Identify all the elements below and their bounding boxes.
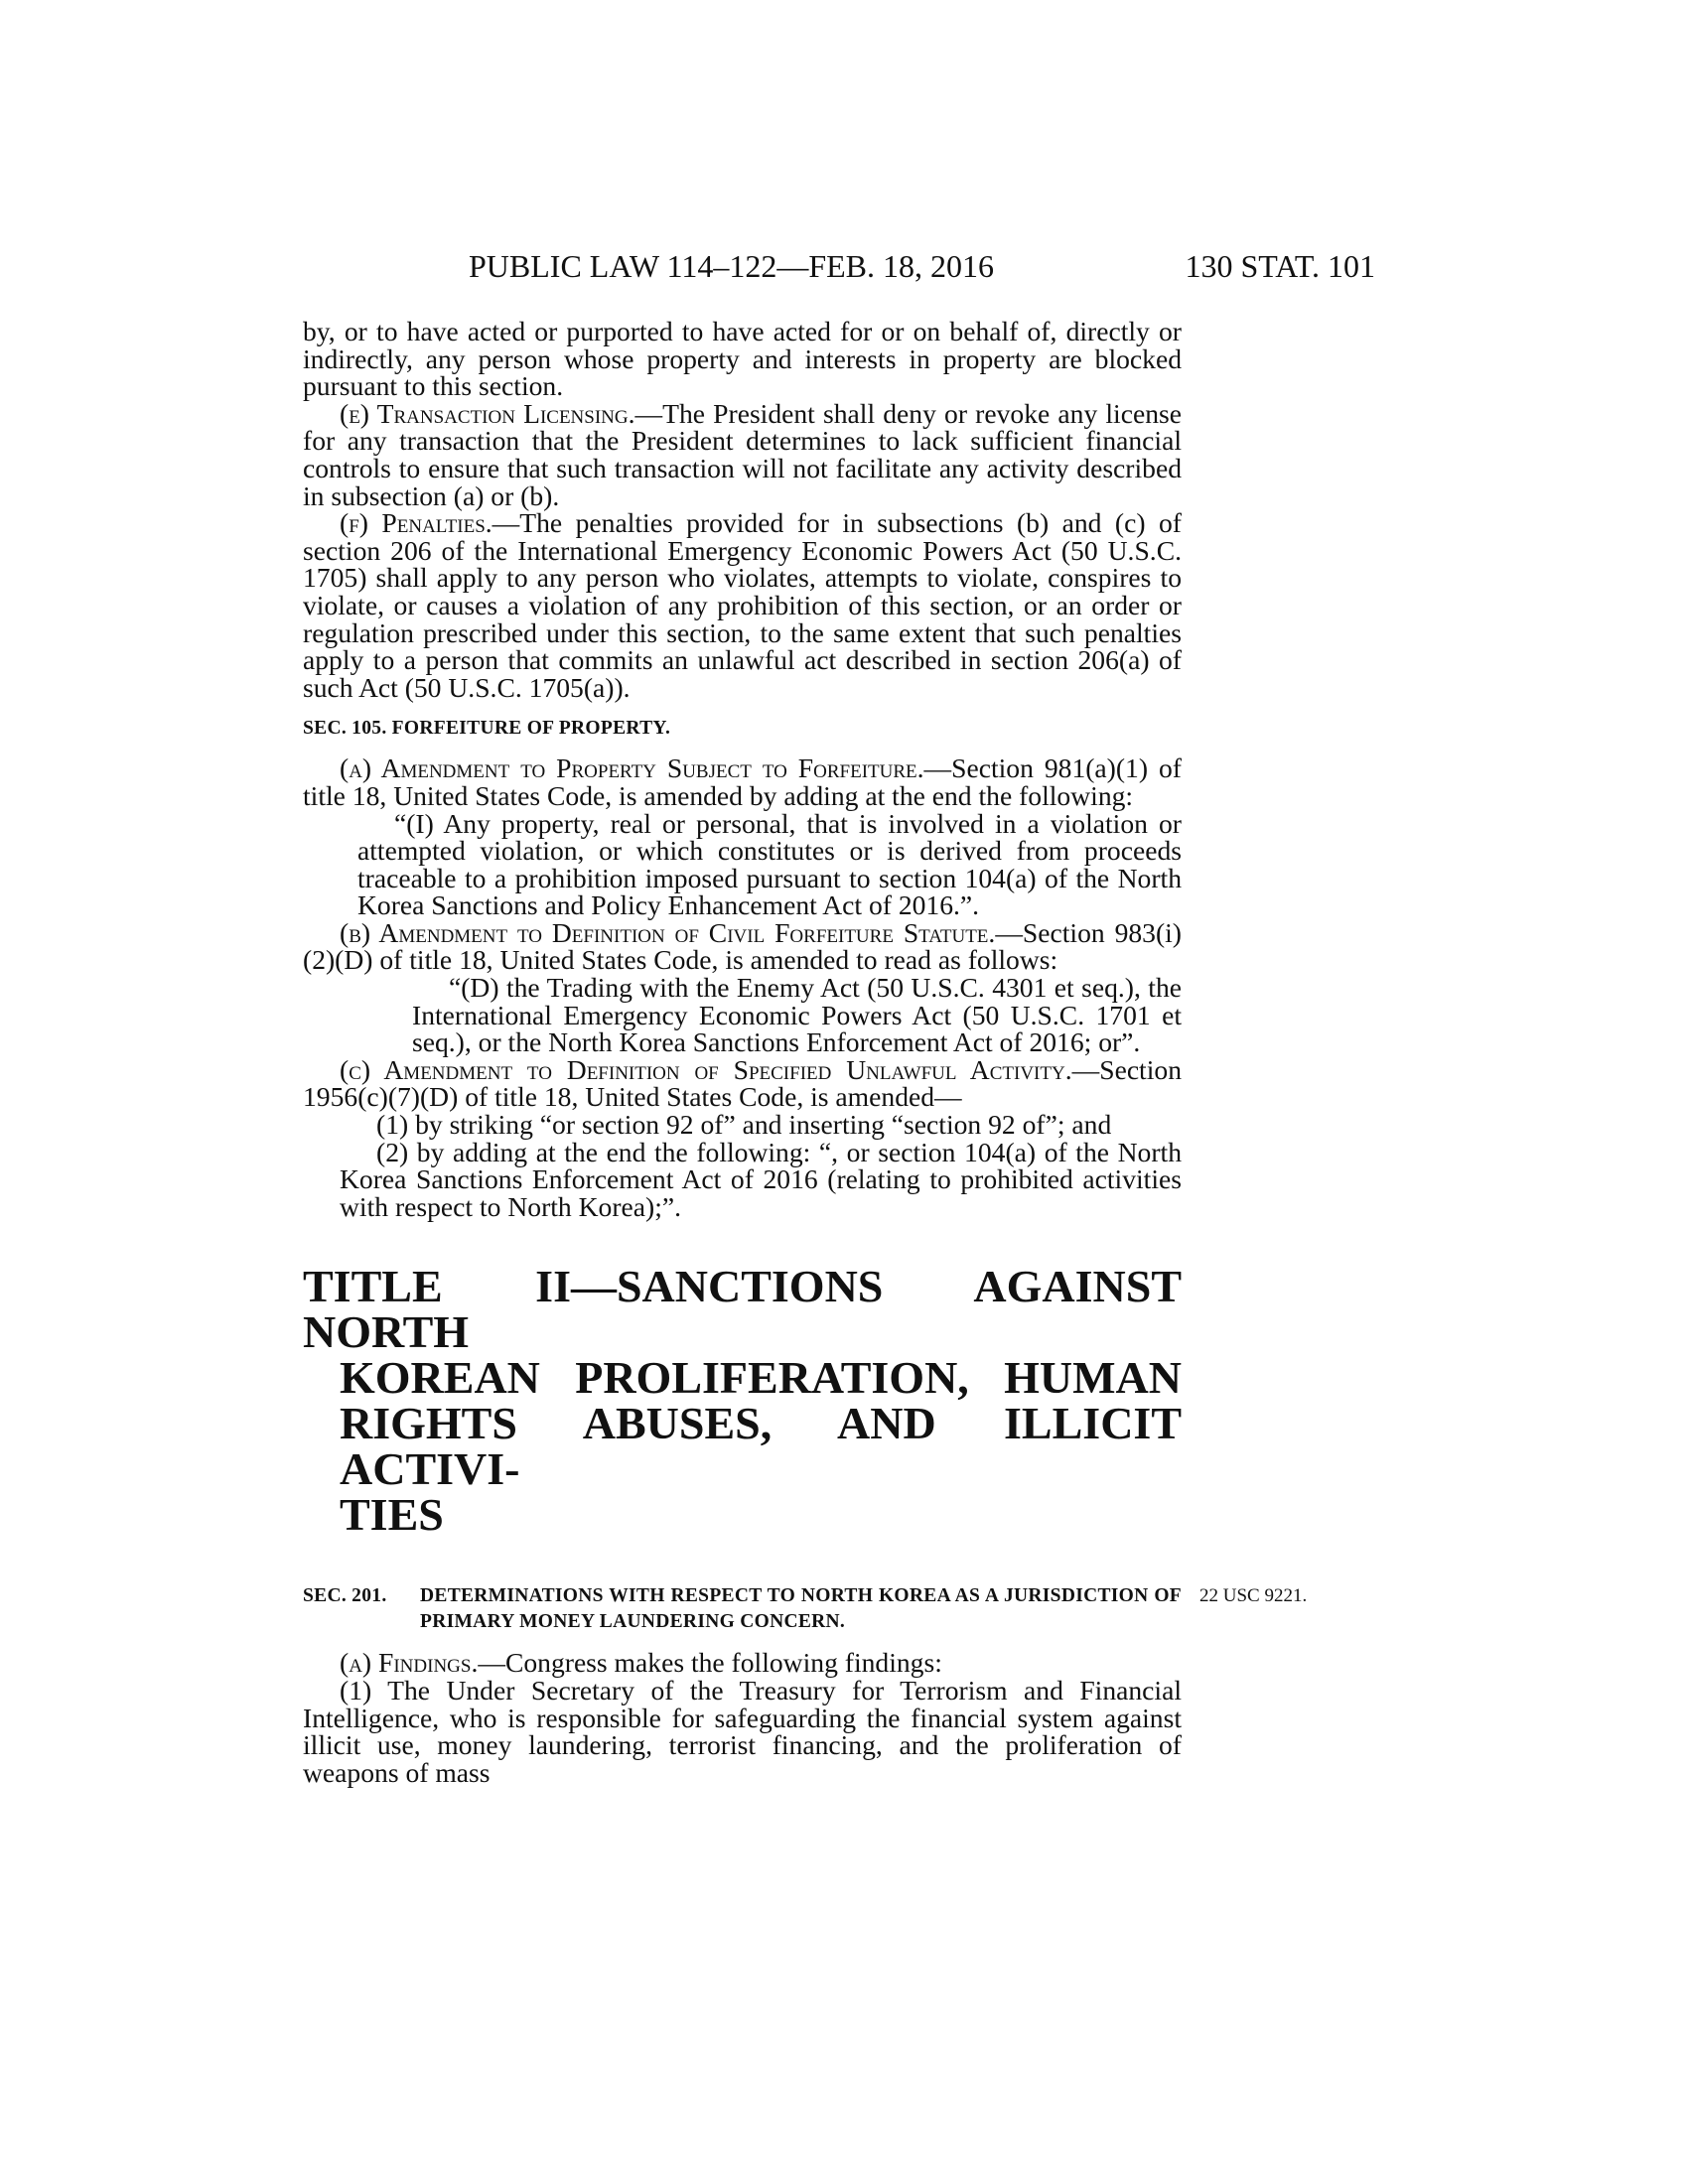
paragraph-text: —Section 981(a)(1) of title 18, United States Code, is amended by adding at the end the following: (303, 752, 1182, 811)
quoted-paragraph-D: “(D) the Trading with the Enemy Act (50 U.S.C. 4301 et seq.), the International Emergency Economic Powers Act (50 U.S.C. 1701 et seq.), or the North Korea Sanctions Enforcement Act of 2016; or”. (412, 972, 1182, 1058)
paragraph-amendment-forfeiture (303, 754, 1182, 809)
running-header (303, 246, 1375, 286)
paragraph-text: —The penalties provided for in subsections (b) and (c) of section 206 of the International Emergency Economic Powers Act (50 U.S.C. 1705) shall apply to any person who violates, attempts to violate, conspires to violate, or causes a violation of any prohibition of this section, or an order or regulation prescribed under this section, to the same extent that such penalties apply to a person that commits an unlawful act described in section 206(a) of such Act (50 U.S.C. 1705(a)). (303, 507, 1182, 703)
paragraph-amendment-unlawful-activity (303, 1053, 1182, 1113)
subsection-label: (a) Amendment to Property Subject to Forfeiture. (340, 752, 924, 784)
section-number: SEC. 201. (303, 1585, 387, 1607)
title-line-1: TITLE II—SANCTIONS AGAINST NORTH (303, 1261, 1182, 1358)
subsection-label: (f) Penalties. (340, 507, 492, 539)
paragraph-continuation: by, or to have acted or purported to have acted for or on behalf of, directly or indirectly, any person whose property and interests in property are blocked pursuant to this section. (303, 316, 1182, 402)
title-line-2: KOREAN PROLIFERATION, HUMAN (340, 1352, 1182, 1404)
quoted-paragraph-I: “(I) Any property, real or personal, that is involved in a violation or attempted violation, or which constitutes or is derived from proceeds traceable to a prohibition imposed pursuant to section 104(a) of the North Korea Sanctions and Policy Enhancement Act of 2016.”. (357, 807, 1182, 921)
title-line-3: RIGHTS ABUSES, AND ILLICIT ACTIVI- (340, 1398, 1182, 1495)
paragraph-penalties (303, 509, 1182, 701)
paragraph-finding-1: (1) The Under Secretary of the Treasury for Terrorism and Financial Intelligence, who is responsible for safeguarding the financial system against illicit use, money laundering, terrorist financing, and the proliferation of weapons of mass (303, 1675, 1182, 1788)
title-line-4: TIES (340, 1489, 444, 1541)
subsection-label: (c) Amendment to Definition of Specified Unlawful Activity. (340, 1053, 1072, 1085)
section-201-heading (303, 1583, 1308, 1635)
subsection-label: (b) Amendment to Definition of Civil Forfeiture Statute. (340, 916, 996, 948)
usc-margin-note: 22 USC 9221. (1199, 1585, 1308, 1607)
paragraph-text: —Congress makes the following findings: (478, 1647, 942, 1679)
paragraph-amendment-civil-forfeiture (303, 916, 1182, 976)
page-body (303, 316, 1308, 1788)
header-stat-page: 130 STAT. 101 (1185, 248, 1375, 284)
title-ii-heading (303, 1261, 1182, 1541)
paragraph-text: —Section 983(i)(2)(D) of title 18, United States Code, is amended to read as follows: (303, 916, 1182, 976)
list-item-2: (2) by adding at the end the following: “, or section 104(a) of the North Korea Sanctions Enforcement Act of 2016 (relating to prohibited activities with respect to North Korea);”. (340, 1136, 1182, 1222)
subsection-label: (a) Findings. (340, 1647, 479, 1679)
section-105-heading: SEC. 105. FORFEITURE OF PROPERTY. (303, 718, 671, 740)
section-title: DETERMINATIONS WITH RESPECT TO NORTH KOREA AS A JURISDICTION OF PRIMARY MONEY LAUNDERING CONCERN. (420, 1585, 1182, 1633)
paragraph-text: —The President shall deny or revoke any license for any transaction that the President determines to lack sufficient financial controls to ensure that such transaction will not facilitate any activity described in subsection (a) or (b). (303, 397, 1182, 511)
list-item-1: (1) by striking “or section 92 of” and inserting “section 92 of”; and (376, 1109, 1112, 1141)
subsection-label: (e) Transaction Licensing. (340, 397, 635, 429)
header-title: PUBLIC LAW 114–122—FEB. 18, 2016 (469, 248, 995, 284)
paragraph-transaction-licensing (303, 397, 1182, 511)
paragraph-findings (303, 1649, 1182, 1677)
paragraph-text: —Section 1956(c)(7)(D) of title 18, United States Code, is amended— (303, 1053, 1182, 1113)
